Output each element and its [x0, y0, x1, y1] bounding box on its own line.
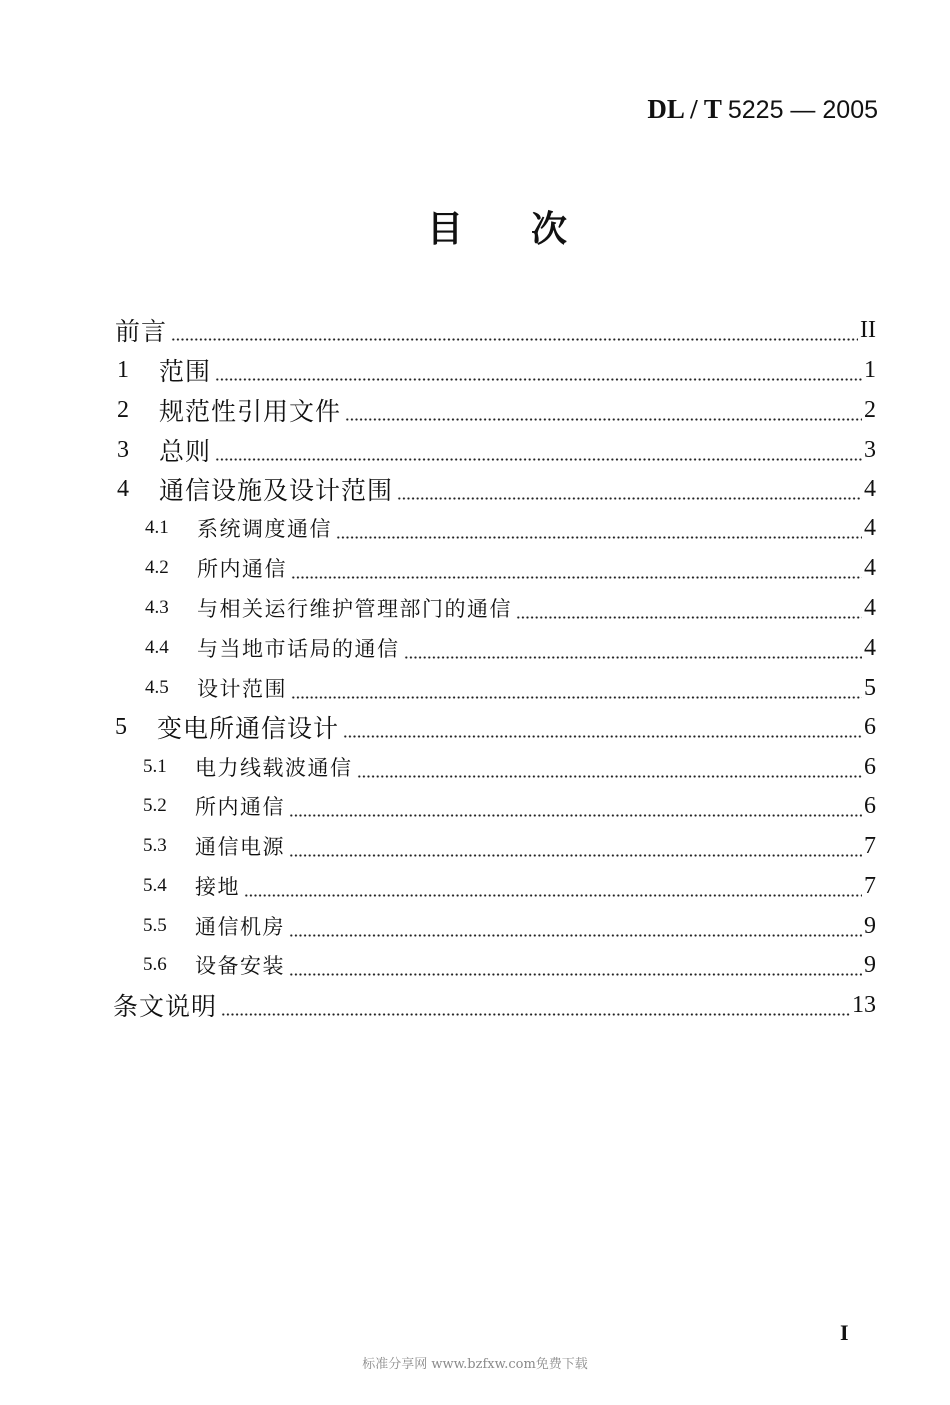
toc-entry-page: 9: [864, 912, 876, 939]
dot-leader: [289, 973, 862, 976]
toc-entry-number: 5.4: [143, 875, 167, 896]
toc-entry-title: 与当地市话局的通信: [197, 637, 400, 661]
toc-entry-page: 2: [864, 396, 876, 423]
toc-entry-page: 5: [864, 674, 876, 701]
dot-leader: [215, 378, 862, 381]
toc-entry-title: 接地: [195, 875, 240, 899]
toc-entry-number: 4.2: [145, 557, 169, 578]
toc-entry-5-2[interactable]: [143, 791, 876, 821]
dot-leader: [345, 418, 862, 421]
toc-entry-page: 4: [864, 594, 876, 621]
standard-code-prefix: DL / T: [647, 94, 722, 124]
page-number: I: [840, 1320, 849, 1345]
toc-entry-page: 7: [864, 832, 876, 859]
dot-leader: [397, 497, 862, 500]
toc-entry-number: 2: [117, 396, 129, 423]
toc-entry-page: 3: [864, 436, 876, 463]
toc-entry-page: 13: [852, 991, 876, 1018]
toc-entry-number: 4.4: [145, 637, 169, 658]
dot-leader: [244, 894, 862, 897]
toc-entry-title: 总则: [159, 437, 212, 466]
toc-entry-number: 5.1: [143, 756, 167, 777]
toc-entry-title: 通信设施及设计范围: [159, 476, 394, 505]
dot-leader: [289, 854, 862, 857]
toc-entry-page: II: [860, 316, 876, 343]
dot-leader: [221, 1013, 850, 1016]
toc-entry-number: 1: [117, 356, 129, 383]
toc-entry-title: 范围: [159, 357, 212, 386]
toc-entry-title: 设备安装: [195, 954, 285, 978]
toc-entry-5[interactable]: [115, 712, 876, 742]
toc-entry-page: 4: [864, 475, 876, 502]
toc-entry-page: 4: [864, 554, 876, 581]
toc-entry-number: 4.1: [145, 517, 169, 538]
toc-entry-page: 6: [864, 713, 876, 740]
standard-code: [647, 92, 878, 126]
toc-entry-4-5[interactable]: [145, 673, 876, 703]
toc-entry-number: 4.5: [145, 677, 169, 698]
toc-entry-title: 前言: [115, 317, 168, 346]
toc-entry-number: 3: [117, 436, 129, 463]
dot-leader: [215, 458, 862, 461]
toc-entry-5-3[interactable]: [143, 831, 876, 861]
toc-entry-number: 4: [117, 475, 129, 502]
toc-entry-title: 通信电源: [195, 835, 285, 859]
dot-leader: [289, 934, 862, 937]
toc-entry-title: 所内通信: [195, 795, 285, 819]
toc-entry-number: 5.6: [143, 954, 167, 975]
toc-entry-4-3[interactable]: [145, 593, 876, 623]
toc-entry-page: 9: [864, 951, 876, 978]
toc-entry-number: 5.5: [143, 915, 167, 936]
toc-entry-5-6[interactable]: [143, 950, 876, 980]
toc-entry-page: 4: [864, 514, 876, 541]
toc-entry-number: 5.2: [143, 795, 167, 816]
dot-leader: [291, 696, 862, 699]
footer-watermark: 标准分享网 www.bzfxw.com免费下载: [362, 1357, 588, 1372]
toc-entry-foreword[interactable]: [115, 315, 876, 345]
toc-entry-1[interactable]: [117, 355, 876, 385]
toc-entry-number: 5: [115, 713, 127, 740]
toc-entry-title: 变电所通信设计: [157, 714, 340, 743]
toc-entry-title: 设计范围: [197, 677, 287, 701]
toc-entry-page: 7: [864, 872, 876, 899]
toc-entry-page: 4: [864, 634, 876, 661]
dot-leader: [516, 616, 862, 619]
toc-entry-4-4[interactable]: [145, 633, 876, 663]
toc-entry-4-1[interactable]: [145, 513, 876, 543]
toc-entry-title: 规范性引用文件: [159, 397, 342, 426]
toc-entry-4[interactable]: [117, 474, 876, 504]
toc-entry-explanation[interactable]: [113, 990, 876, 1020]
toc-entry-5-1[interactable]: [143, 752, 876, 782]
dot-leader: [357, 775, 863, 778]
dot-leader: [343, 735, 862, 738]
toc-entry-number: 5.3: [143, 835, 167, 856]
toc-entry-title: 通信机房: [195, 915, 285, 939]
toc-entry-2[interactable]: [117, 395, 876, 425]
standard-code-number: 5225 — 2005: [727, 96, 878, 124]
toc-entry-page: 6: [864, 792, 876, 819]
toc-entry-title: 所内通信: [197, 557, 287, 581]
toc-entry-page: 1: [864, 356, 876, 383]
toc-entry-page: 6: [864, 753, 876, 780]
toc-entry-number: 4.3: [145, 597, 169, 618]
page-title: 目次: [427, 209, 636, 250]
toc-entry-title: 电力线载波通信: [195, 756, 353, 780]
dot-leader: [289, 814, 862, 817]
toc-entry-title: 系统调度通信: [197, 517, 332, 541]
dot-leader: [171, 338, 858, 341]
dot-leader: [404, 656, 863, 659]
toc-entry-3[interactable]: [117, 435, 876, 465]
toc-entry-5-4[interactable]: [143, 871, 876, 901]
dot-leader: [336, 536, 862, 539]
dot-leader: [291, 576, 862, 579]
toc-entry-5-5[interactable]: [143, 911, 876, 941]
toc-entry-title: 条文说明: [113, 992, 218, 1021]
toc-entry-title: 与相关运行维护管理部门的通信: [197, 597, 512, 621]
toc-entry-4-2[interactable]: [145, 553, 876, 583]
